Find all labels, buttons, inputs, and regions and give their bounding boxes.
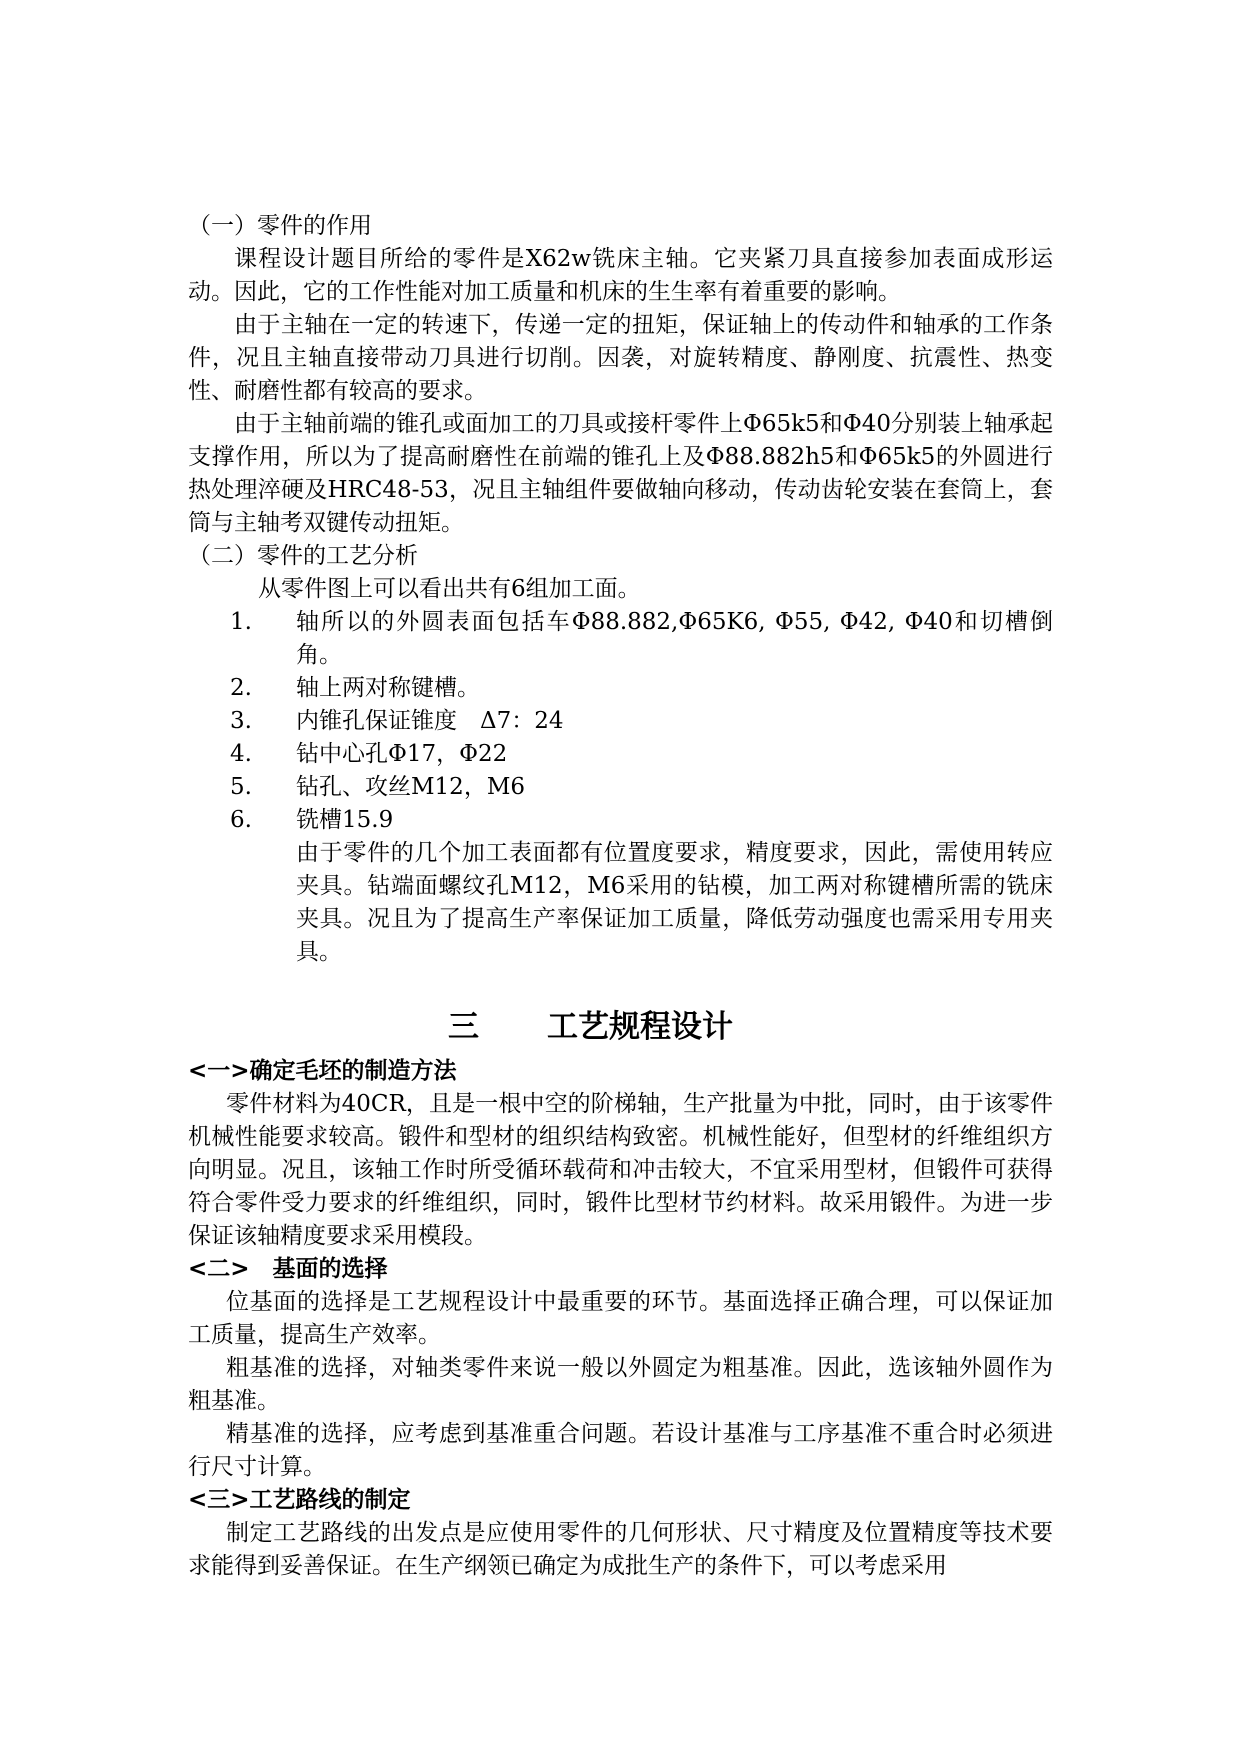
section-2-heading: （二）零件的工艺分析 [188,543,418,569]
subsection-2-heading: <二> 基面的选择 [188,1256,388,1282]
list-item-number: 1. [230,609,252,635]
subsection-2-paragraph-2: 粗基准的选择，对轴类零件来说一般以外圆定为粗基准。因此，选该轴外圆作为粗基准。 [188,1355,1053,1414]
list-item-text: 钻中心孔Φ17，Φ22 [296,741,508,767]
list-item [188,705,1053,738]
list-item [188,606,1053,672]
section-1-paragraph-2: 由于主轴在一定的转速下，传递一定的扭矩，保证轴上的传动件和轴承的工作条件，况且主轴直接带动刀具进行切削。因袭，对旋转精度、静刚度、抗震性、热变性、耐磨性都有较高的要求。 [188,312,1053,404]
list-item [188,738,1053,771]
list-item-text: 钻孔、攻丝M12，M6 [296,774,526,800]
chapter-name: 工艺规程设计 [547,1009,733,1045]
list-item [188,771,1053,804]
chapter-title [188,1005,1053,1049]
section-2-intro: 从零件图上可以看出共有6组加工面。 [258,576,641,602]
list-item-number: 5. [230,774,252,800]
subsection-2-paragraph-1: 位基面的选择是工艺规程设计中最重要的环节。基面选择正确合理，可以保证加工质量，提高生产效率。 [188,1289,1053,1348]
list-item-text: 轴上两对称键槽。 [296,675,480,701]
subsection-1-heading: <一>确定毛坯的制造方法 [188,1058,457,1084]
section-1-paragraph-1: 课程设计题目所给的零件是X62w铣床主轴。它夹紧刀具直接参加表面成形运动。因此，它的工作性能对加工质量和机床的生生率有着重要的影响。 [188,246,1053,305]
list-item-text: 轴所以的外圆表面包括车Φ88.882,Φ65K6, Φ55, Φ42, Φ40和切槽倒角。 [296,609,1053,668]
document-body [188,210,1053,1583]
section-1-heading: （一）零件的作用 [188,213,372,239]
machining-surface-list [188,606,1053,837]
list-item [188,804,1053,837]
section-1-paragraph-3: 由于主轴前端的锥孔或面加工的刀具或接杆零件上Φ65k5和Φ40分别装上轴承起支撑作用，所以为了提高耐磨性在前端的锥孔上及Φ88.882h5和Φ65k5的外圆进行热处理淬硬及HRC48-53，况且主轴组件要做轴向移动，传动齿轮安装在套筒上，套筒与主轴考双键传动扭矩。 [188,411,1053,536]
section-2-note: 由于零件的几个加工表面都有位置度要求，精度要求，因此，需使用转应夹具。钻端面螺纹孔M12，M6采用的钻模，加工两对称键槽所需的铣床夹具。况且为了提高生产率保证加工质量，降低劳动强度也需采用专用夹具。 [296,840,1053,965]
list-item-number: 4. [230,741,252,767]
subsection-3-heading: <三>工艺路线的制定 [188,1487,411,1513]
list-item-number: 2. [230,675,252,701]
subsection-1-paragraph-1: 零件材料为40CR，且是一根中空的阶梯轴，生产批量为中批，同时，由于该零件机械性能要求较高。锻件和型材的组织结构致密。机械性能好，但型材的纤维组织方向明显。况且，该轴工作时所受循环载荷和冲击较大，不宜采用型材，但锻件可获得符合零件受力要求的纤维组织，同时，锻件比型材节约材料。故采用锻件。为进一步保证该轴精度要求采用模段。 [188,1091,1053,1249]
list-item [188,672,1053,705]
subsection-2-paragraph-3: 精基准的选择，应考虑到基准重合问题。若设计基准与工序基准不重合时必须进行尺寸计算。 [188,1421,1053,1480]
list-item-text: 内锥孔保证锥度 Δ7：24 [296,708,564,734]
chapter-number: 三 [448,1009,479,1045]
list-item-text: 铣槽15.9 [296,807,394,833]
list-item-number: 3. [230,708,252,734]
subsection-3-paragraph-1: 制定工艺路线的出发点是应使用零件的几何形状、尺寸精度及位置精度等技术要求能得到妥善保证。在生产纲领已确定为成批生产的条件下，可以考虑采用 [188,1520,1053,1579]
list-item-number: 6. [230,807,252,833]
